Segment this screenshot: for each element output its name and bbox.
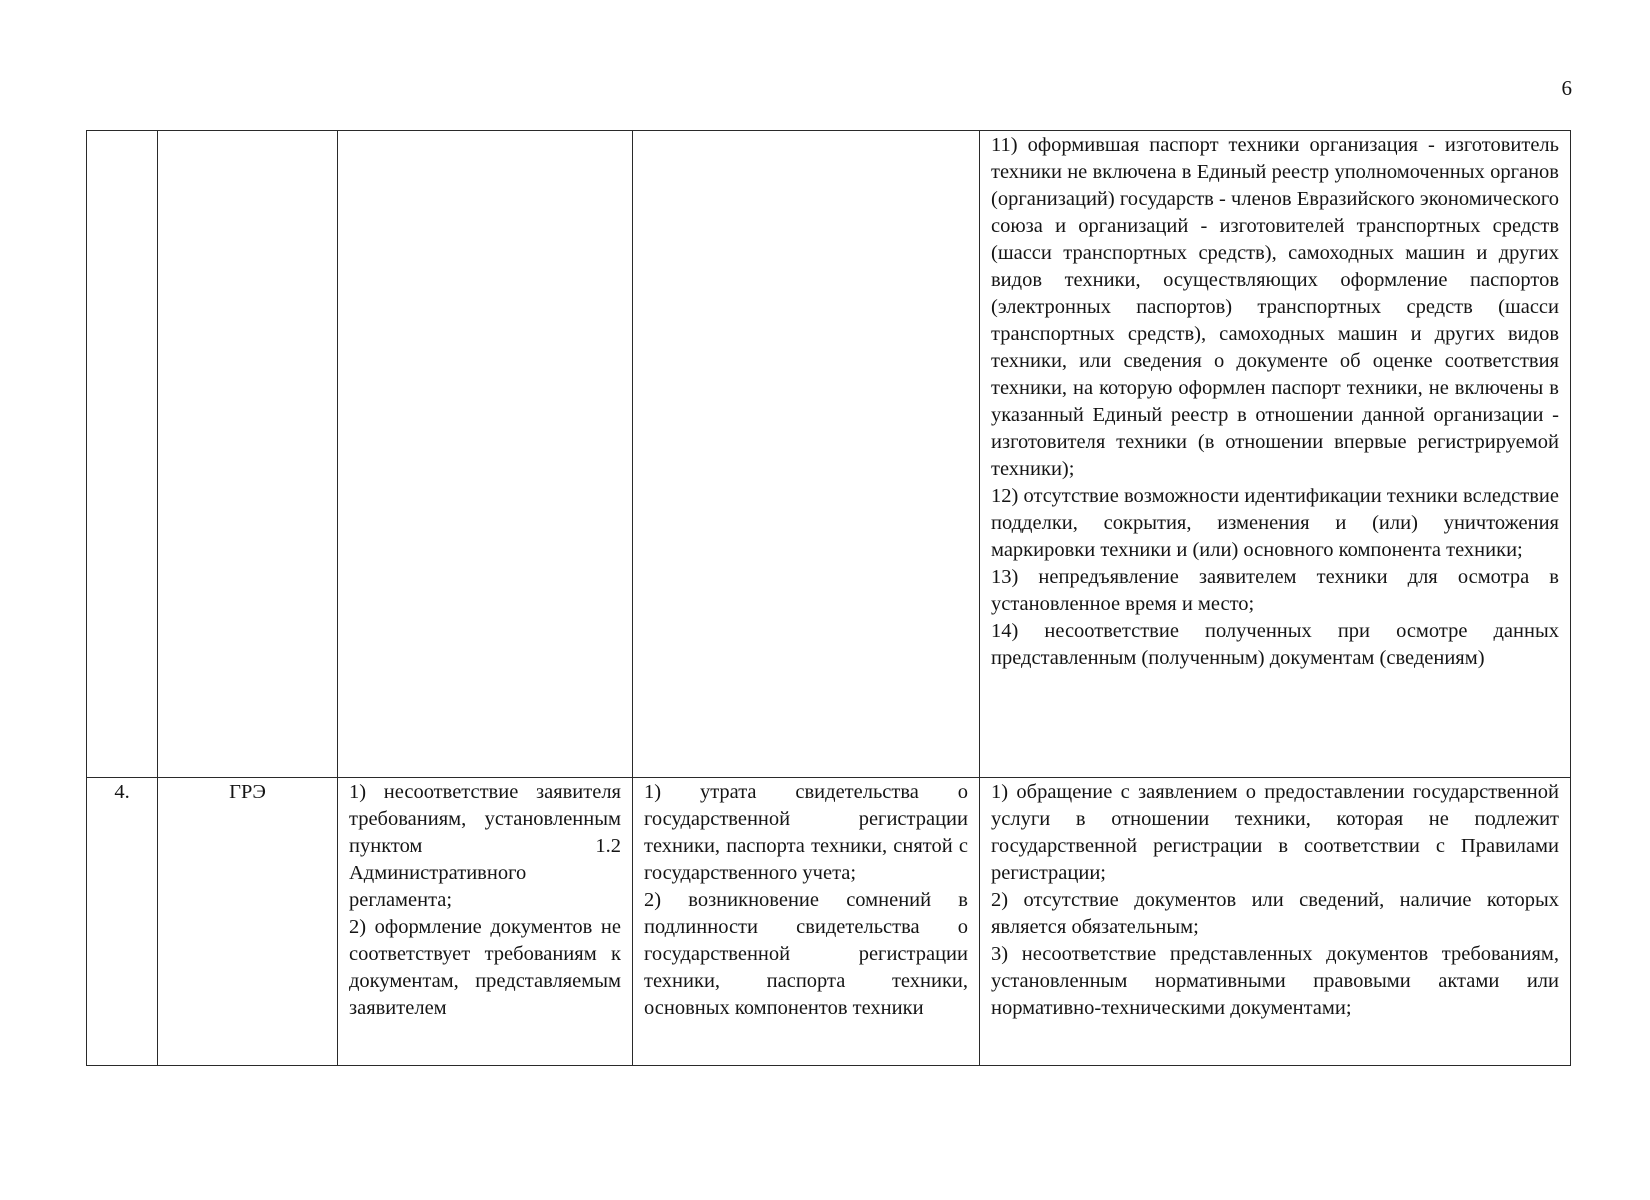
list-item: 14) несоответствие полученных при осмотре данных представленным (полученным) документам (сведениям) bbox=[991, 620, 1559, 669]
cell-refusal-grounds bbox=[980, 778, 1571, 1066]
cell-number: 4. bbox=[87, 778, 158, 1066]
grounds-table bbox=[86, 130, 1571, 1066]
table-row bbox=[87, 778, 1571, 1066]
list-item: 11) оформившая паспорт техники организация - изготовитель техники не включена в Единый реестр уполномоченных органов (организаций) государств - членов Евразийского экономического союза и организаций - изготовителей транспортных средств (шасси транспортных средств), самоходных машин и других видов техники, осуществляющих оформление паспортов (электронных паспортов) транспортных средств (шасси транспортных средств), самоходных машин и других видов техники, или сведения о документе об оценке соответствия техники, на которую оформлен паспорт техники, не включены в указанный Единый реестр в отношении данной организации - изготовителя техники (в отношении впервые регистрируемой техники); bbox=[991, 134, 1559, 480]
list-item: 2) отсутствие документов или сведений, наличие которых является обязательным; bbox=[991, 889, 1559, 938]
cell-applicant-grounds bbox=[338, 778, 633, 1066]
list-item: 1) утрата свидетельства о государственной регистрации техники, паспорта техники, снятой с государственного учета; bbox=[644, 781, 968, 884]
list-item: 2) оформление документов не соответствует требованиям к документам, представляемым заявителем bbox=[349, 916, 621, 1019]
cell-abbreviation: ГРЭ bbox=[158, 778, 338, 1066]
list-item: 1) обращение с заявлением о предоставлении государственной услуги в отношении техники, которая не подлежит государственной регистрации в соответствии с Правилами регистрации; bbox=[991, 781, 1559, 884]
cell-refusal-grounds bbox=[980, 131, 1571, 778]
cell-suspension-grounds bbox=[633, 131, 980, 778]
cell-suspension-grounds bbox=[633, 778, 980, 1066]
list-item: 13) непредъявление заявителем техники для осмотра в установленное время и место; bbox=[991, 566, 1559, 615]
list-item: 2) возникновение сомнений в подлинности свидетельства о государственной регистрации техники, паспорта техники, основных компонентов техники bbox=[644, 889, 968, 1019]
cell-number bbox=[87, 131, 158, 778]
list-item: 3) несоответствие представленных документов требованиям, установленным нормативными правовыми актами или нормативно-техническими документами; bbox=[991, 943, 1559, 1019]
cell-abbreviation bbox=[158, 131, 338, 778]
list-item: 12) отсутствие возможности идентификации техники вследствие подделки, сокрытия, изменения и (или) уничтожения маркировки техники и (или) основного компонента техники; bbox=[991, 485, 1559, 561]
list-item: 1) несоответствие заявителя требованиям, установленным пунктом 1.2 Административного регламента; bbox=[349, 781, 621, 911]
page-number: 6 bbox=[1561, 76, 1572, 100]
cell-applicant-grounds bbox=[338, 131, 633, 778]
table-row bbox=[87, 131, 1571, 778]
